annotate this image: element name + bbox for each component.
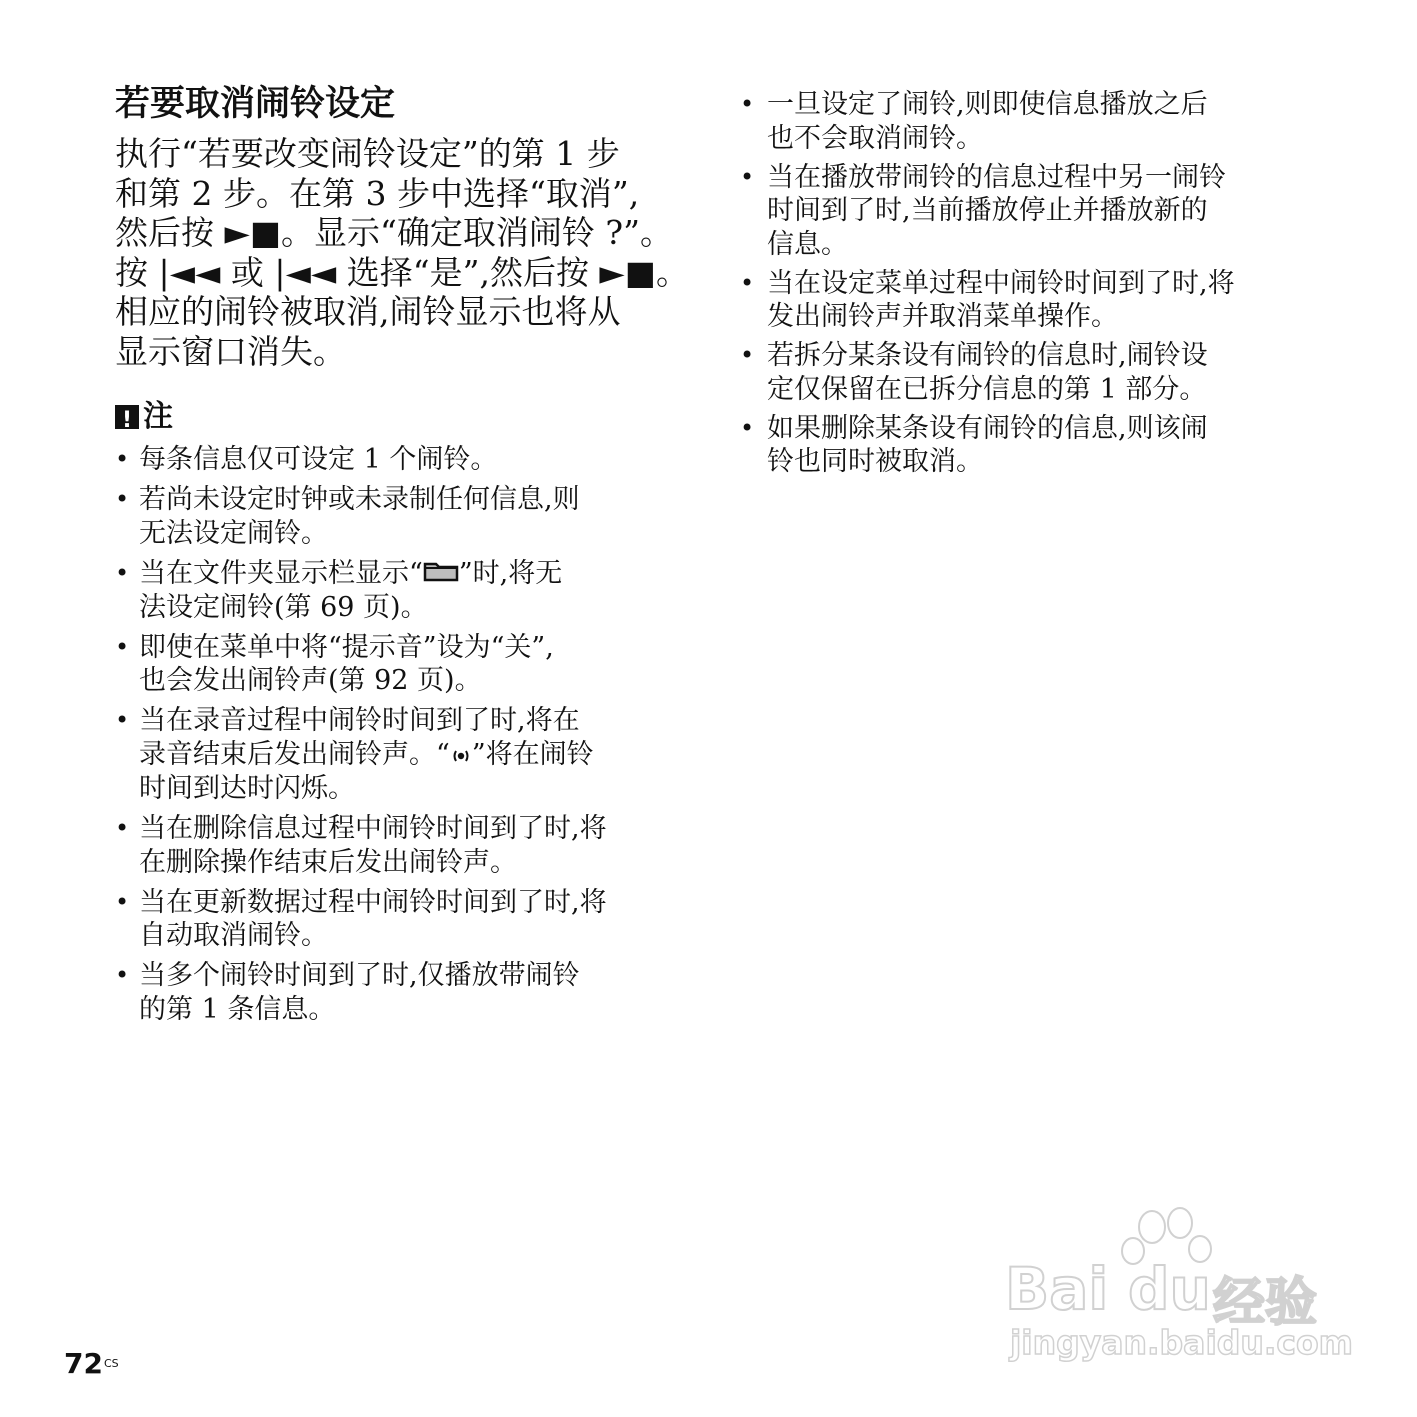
- list-item: [740, 339, 1320, 406]
- note-line: 在删除操作结束后发出闹铃声。: [139, 846, 517, 878]
- intro-line: 然后按 ►■。显示“确定取消闹铃 ?”。: [115, 213, 673, 252]
- list-item: [115, 886, 690, 953]
- note-line: • 当在录音过程中闹铃时间到了时,将在: [139, 705, 580, 737]
- note-line: • 如果删除某条设有闹铃的信息,则该闹: [767, 412, 1208, 444]
- note-line: • 即使在菜单中将“提示音”设为“关”,: [139, 631, 554, 663]
- note-line: • 若尚未设定时钟或未录制任何信息,则: [139, 484, 580, 515]
- note-line: 无法设定闹铃。: [139, 517, 328, 549]
- list-item: [740, 267, 1320, 334]
- note-line: 也会发出闹铃声(第 92 页)。: [139, 665, 482, 697]
- list-item: [115, 483, 690, 550]
- note-line: • 当多个闹铃时间到了时,仅播放带闹铃: [139, 960, 580, 991]
- intro-line: 和第 2 步。在第 3 步中选择“取消”,: [115, 173, 640, 213]
- note-line: • 每条信息仅可设定 1 个闹铃。: [139, 444, 498, 475]
- note-line: • 一旦设定了闹铃,则即使信息播放之后: [767, 89, 1208, 120]
- list-item: [740, 412, 1320, 479]
- note-text: ”将在闹铃: [471, 738, 594, 770]
- note-line: [139, 557, 690, 591]
- note-line: 时间到了时,当前播放停止并播放新的: [767, 195, 1208, 226]
- note-line: 信息。: [767, 228, 848, 260]
- note-list-continued: [740, 88, 1320, 479]
- note-list: [115, 443, 690, 1026]
- right-column: [740, 82, 1320, 484]
- note-text: ”时,将无: [458, 557, 563, 589]
- note-line: • 当在播放带闹铃的信息过程中另一闹铃: [767, 161, 1226, 193]
- note-line: 时间到达时闪烁。: [139, 773, 355, 804]
- page-number-value: 72: [64, 1347, 103, 1380]
- note-line: 也不会取消闹铃。: [767, 122, 983, 154]
- intro-line: 显示窗口消失。: [115, 331, 346, 371]
- note-line: [139, 738, 690, 772]
- note-text: 录音结束后发出闹铃声。“: [139, 738, 450, 770]
- note-line: 自动取消闹铃。: [139, 920, 328, 951]
- list-item: [115, 631, 690, 698]
- intro-line: 相应的闹铃被取消,闹铃显示也将从: [115, 292, 621, 331]
- caution-icon: [115, 405, 139, 429]
- note-line: • 当在更新数据过程中闹铃时间到了时,将: [139, 886, 607, 918]
- watermark-brand-2: du: [1128, 1255, 1211, 1323]
- intro-line: 执行“若要改变闹铃设定”的第 1 步: [115, 134, 620, 173]
- list-item: [740, 161, 1320, 262]
- page-suffix: CS: [103, 1357, 119, 1370]
- note-heading: [115, 397, 690, 437]
- note-line: 的第 1 条信息。: [139, 993, 336, 1025]
- note-line: 铃也同时被取消。: [767, 446, 983, 477]
- watermark-brand: Bai: [1005, 1255, 1109, 1323]
- intro-paragraph: [115, 134, 690, 371]
- left-column: [115, 82, 690, 1033]
- list-item: [115, 704, 690, 805]
- alarm-icon: [450, 739, 472, 773]
- list-item: [740, 88, 1320, 155]
- page-number: [64, 1347, 119, 1380]
- note-line: • 当在删除信息过程中闹铃时间到了时,将: [139, 813, 607, 844]
- baidu-watermark: [1000, 1205, 1354, 1370]
- watermark-brand-cn: 经验: [1213, 1273, 1318, 1333]
- note-title: 注: [143, 399, 173, 434]
- watermark-url: jingyan.baidu.com: [1010, 1323, 1354, 1362]
- note-line: • 若拆分某条设有闹铃的信息时,闹铃设: [767, 340, 1208, 371]
- folder-icon: [423, 557, 459, 591]
- note-line: • 当在设定菜单过程中闹铃时间到了时,将: [767, 267, 1235, 299]
- section-heading: 若要取消闹铃设定: [115, 84, 396, 124]
- note-line: 定仅保留在已拆分信息的第 1 部分。: [767, 373, 1207, 405]
- list-item: [115, 443, 690, 477]
- list-item: [115, 959, 690, 1026]
- note-line: 法设定闹铃(第 69 页)。: [139, 591, 428, 623]
- list-item: [115, 557, 690, 625]
- intro-line: 按 |◄◄ 或 |◄◄ 选择“是”,然后按 ►■。: [115, 252, 689, 292]
- note-text: 当在文件夹显示栏显示“: [139, 557, 423, 589]
- list-item: [115, 812, 690, 879]
- note-line: 发出闹铃声并取消菜单操作。: [767, 301, 1118, 332]
